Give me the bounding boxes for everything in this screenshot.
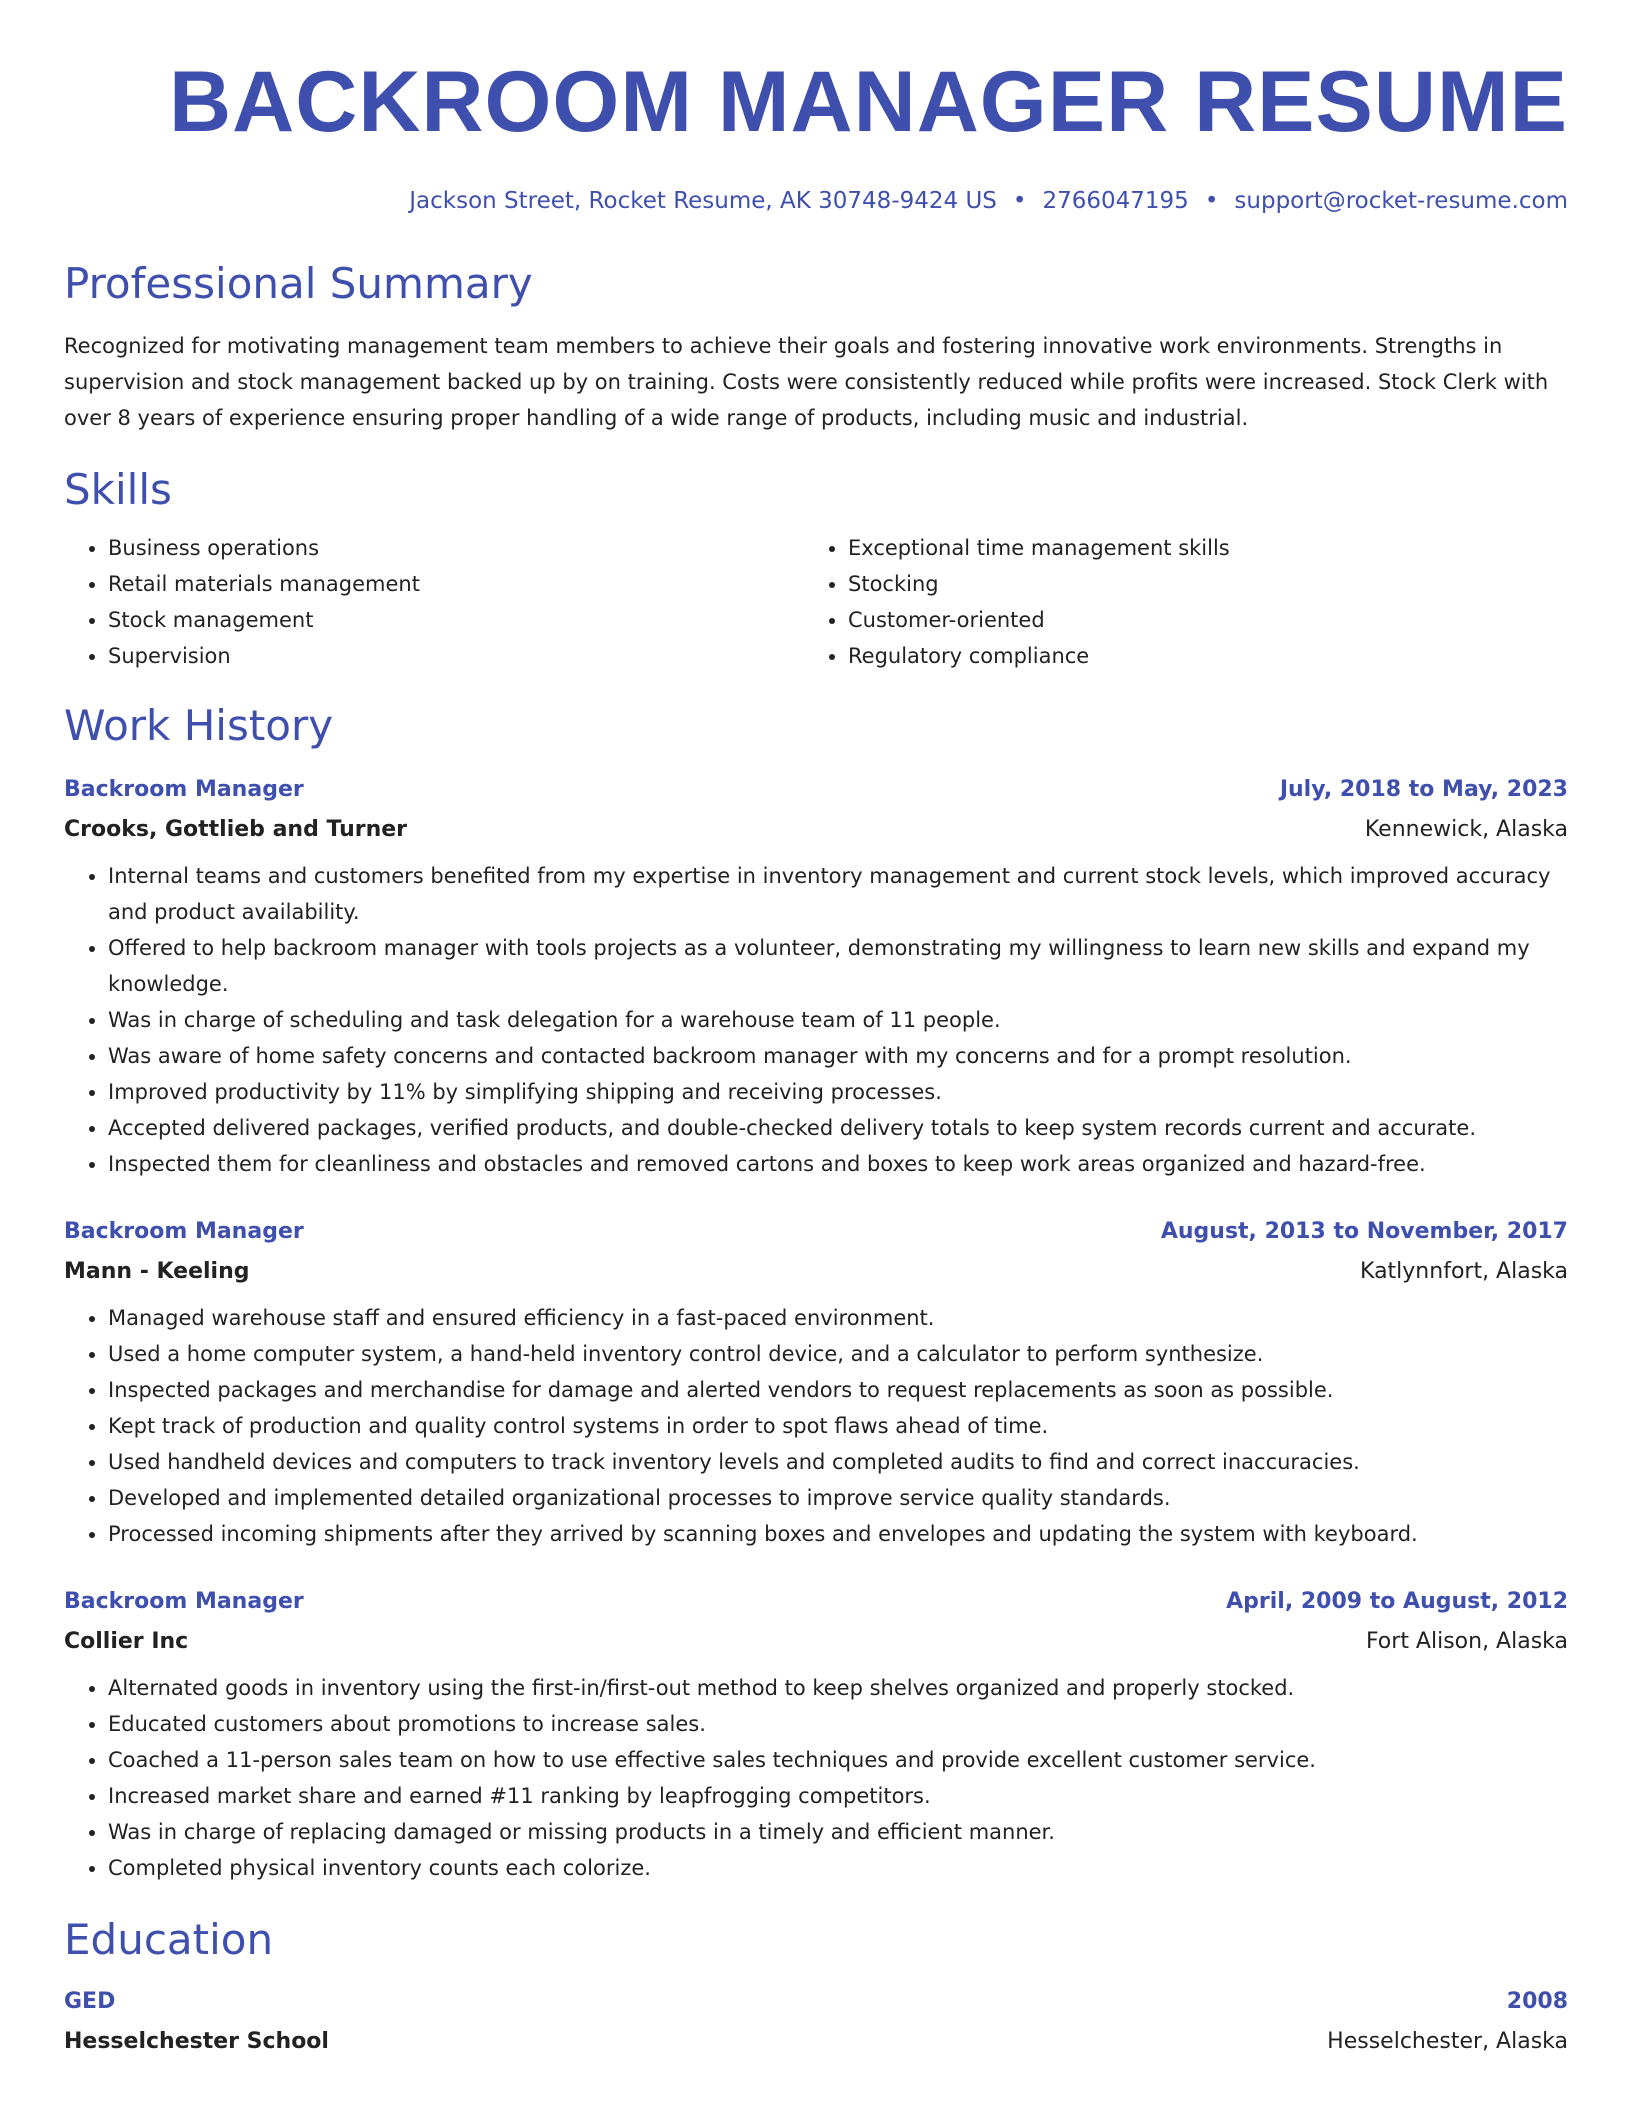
job-location: Katlynnfort, Alaska — [1360, 1259, 1568, 1284]
resume-title: BACKROOM MANAGER RESUME — [169, 54, 1568, 150]
job-dates: August, 2013 to November, 2017 — [1160, 1219, 1568, 1244]
skill-item: • Stocking — [848, 566, 1544, 602]
contact-address: Jackson Street, Rocket Resume, AK 30748-9424 US — [409, 188, 997, 214]
contact-line — [64, 186, 1568, 216]
education-degree: GED — [64, 1989, 116, 2014]
job-bullet: • Was in charge of scheduling and task delegation for a warehouse team of 11 people. — [108, 1002, 1568, 1038]
skills-list — [64, 530, 1568, 674]
skill-item: • Regulatory compliance — [848, 638, 1544, 674]
education-location: Hesselchester, Alaska — [1327, 2029, 1568, 2054]
skill-item: • Retail materials management — [108, 566, 804, 602]
job-title: Backroom Manager — [64, 777, 304, 802]
job-bullets — [64, 858, 1568, 1182]
job-bullet: • Increased market share and earned #11 ranking by leapfrogging competitors. — [108, 1778, 1568, 1814]
job-bullet: • Inspected packages and merchandise for damage and alerted vendors to request replacements as soon as possible. — [108, 1372, 1568, 1408]
education-entry — [64, 1982, 1568, 2062]
job-bullet: • Internal teams and customers benefited from my expertise in inventory management and current stock levels, which improved accuracy and product availability. — [108, 858, 1568, 930]
job-company: Mann - Keeling — [64, 1259, 250, 1284]
job-bullet: • Inspected them for cleanliness and obstacles and removed cartons and boxes to keep work areas organized and hazard-free. — [108, 1146, 1568, 1182]
section-title-work-history: Work History — [64, 701, 334, 750]
job-dates: April, 2009 to August, 2012 — [1226, 1589, 1568, 1614]
job-bullet: • Used a home computer system, a hand-held inventory control device, and a calculator to perform synthesize. — [108, 1336, 1568, 1372]
job-bullet: • Improved productivity by 11% by simplifying shipping and receiving processes. — [108, 1074, 1568, 1110]
job-bullet: • Completed physical inventory counts each colorize. — [108, 1850, 1568, 1886]
contact-email: support@rocket-resume.com — [1234, 188, 1568, 214]
separator-dot: • — [1204, 188, 1219, 214]
education-school: Hesselchester School — [64, 2029, 329, 2054]
job-location: Fort Alison, Alaska — [1365, 1629, 1568, 1654]
job-bullet: • Coached a 11-person sales team on how to use effective sales techniques and provide excellent customer service. — [108, 1742, 1568, 1778]
skill-item: • Customer-oriented — [848, 602, 1544, 638]
job-location: Kennewick, Alaska — [1364, 817, 1568, 842]
skill-item: • Exceptional time management skills — [848, 530, 1544, 566]
skills-column-right — [804, 530, 1544, 674]
contact-phone: 2766047195 — [1042, 188, 1189, 214]
skill-item: • Business operations — [108, 530, 804, 566]
job-bullet: • Processed incoming shipments after they arrived by scanning boxes and envelopes and updating the system with keyboard. — [108, 1516, 1568, 1552]
summary-text: Recognized for motivating management team members to achieve their goals and fostering innovative work environments. Strengths in supervision and stock management backed up by on training. Costs were consistently reduced while profits were increased. Stock Clerk with over 8 years of experience ensuring proper handling of a wide range of products, including music and industrial. — [64, 334, 1549, 430]
skill-item: • Supervision — [108, 638, 804, 674]
separator-dot: • — [1012, 188, 1027, 214]
job-entry — [64, 1582, 1568, 1886]
job-bullet: • Managed warehouse staff and ensured efficiency in a fast-paced environment. — [108, 1300, 1568, 1336]
job-bullet: • Developed and implemented detailed organizational processes to improve service quality standards. — [108, 1480, 1568, 1516]
education-year: 2008 — [1506, 1989, 1568, 2014]
job-title: Backroom Manager — [64, 1219, 304, 1244]
job-bullet: • Educated customers about promotions to increase sales. — [108, 1706, 1568, 1742]
job-company: Crooks, Gottlieb and Turner — [64, 817, 408, 842]
job-company: Collier Inc — [64, 1629, 189, 1654]
job-bullet: • Alternated goods in inventory using the first-in/first-out method to keep shelves organized and properly stocked. — [108, 1670, 1568, 1706]
job-bullets — [64, 1670, 1568, 1886]
section-title-education: Education — [64, 1915, 274, 1964]
skills-column-left — [64, 530, 804, 674]
job-dates: July, 2018 to May, 2023 — [1279, 777, 1568, 802]
job-bullets — [64, 1300, 1568, 1552]
section-title-summary: Professional Summary — [64, 259, 533, 308]
job-entry — [64, 1212, 1568, 1552]
job-bullet: • Was in charge of replacing damaged or missing products in a timely and efficient manner. — [108, 1814, 1568, 1850]
job-entry — [64, 770, 1568, 1182]
job-title: Backroom Manager — [64, 1589, 304, 1614]
section-title-skills: Skills — [64, 465, 172, 514]
job-bullet: • Used handheld devices and computers to track inventory levels and completed audits to find and correct inaccuracies. — [108, 1444, 1568, 1480]
skill-item: • Stock management — [108, 602, 804, 638]
job-bullet: • Was aware of home safety concerns and contacted backroom manager with my concerns and for a prompt resolution. — [108, 1038, 1568, 1074]
job-bullet: • Offered to help backroom manager with tools projects as a volunteer, demonstrating my willingness to learn new skills and expand my knowledge. — [108, 930, 1568, 1002]
job-bullet: • Accepted delivered packages, verified products, and double-checked delivery totals to keep system records current and accurate. — [108, 1110, 1568, 1146]
job-bullet: • Kept track of production and quality control systems in order to spot flaws ahead of time. — [108, 1408, 1568, 1444]
